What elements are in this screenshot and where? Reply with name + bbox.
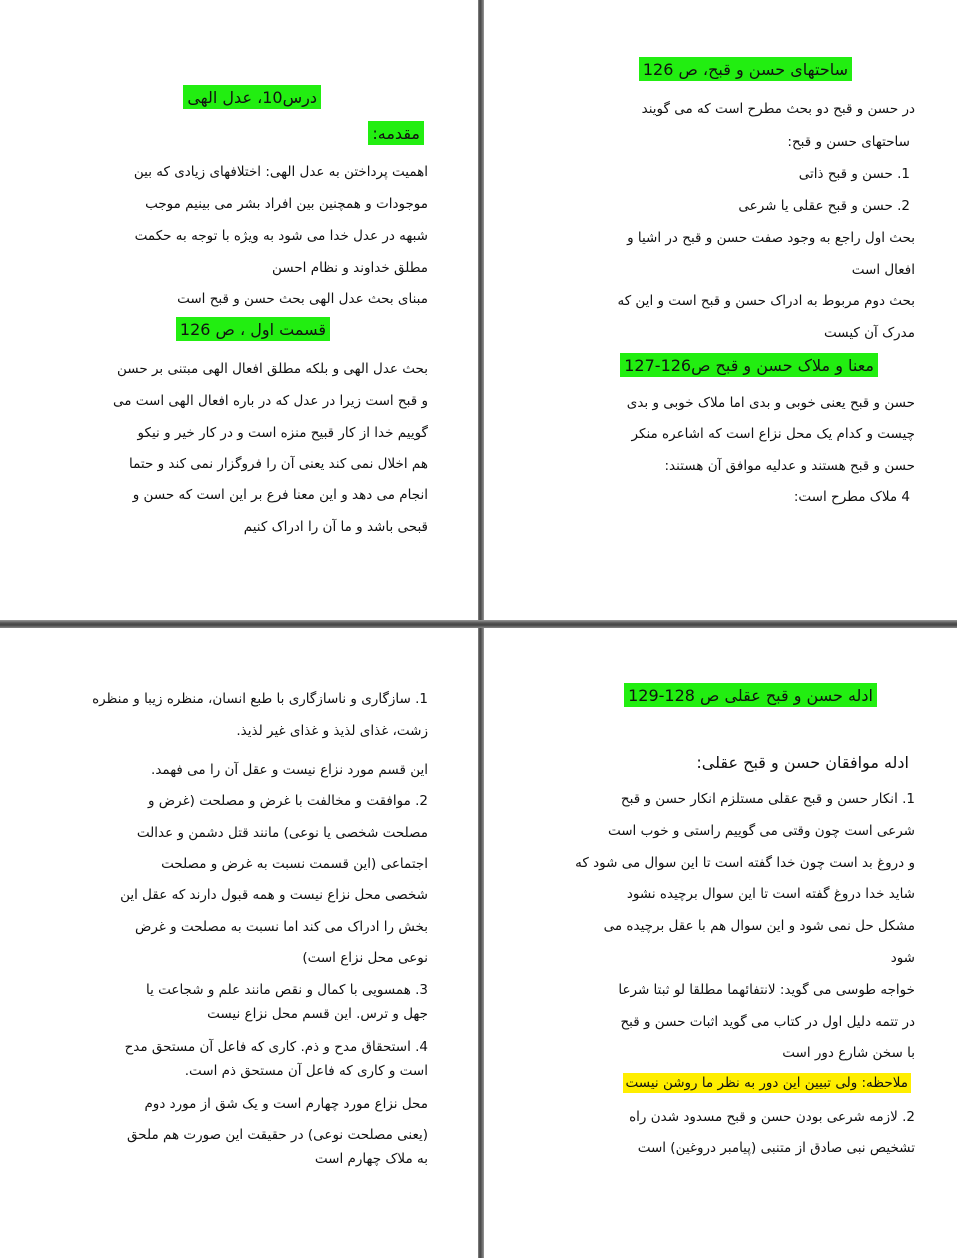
- text-line: چیست و کدام یک محل نزاع است که اشاعره منکر: [631, 426, 915, 442]
- text-line: شود: [890, 950, 915, 966]
- text-line: به ملاک چهارم است: [314, 1151, 428, 1167]
- text-line: اهمیت پرداختن به عدل الهی: اختلافهای زیادی که بین: [133, 164, 428, 180]
- text-line: مبنای بحث عدل الهی بحث حسن و قبح است: [177, 291, 428, 307]
- text-line: تشخیص نبی صادق از متنبی (پیامبر دروغین) است: [637, 1140, 915, 1156]
- section-heading: ادله حسن و قبح عقلی ص 128-129: [624, 683, 877, 707]
- text-line: مصلحت شخصی یا نوعی) مانند قتل دشمن و عدالت: [136, 825, 428, 841]
- page-bottom-right: [490, 630, 915, 1256]
- text-line: 1. سازگاری و ناسازگاری با طبع انسان، منظره زیبا و منظره: [92, 691, 428, 707]
- section-subheading: مقدمه:: [368, 121, 424, 145]
- text-line: خواجه طوسی می گوید: لانتفائهما مطلقا لو ثبتا شرعا: [618, 982, 915, 998]
- text-line: حسن و قبح هستند و عدلیه موافق آن هستند:: [664, 458, 915, 474]
- text-line: 4 ملاک مطرح است:: [793, 489, 910, 505]
- text-line: 2. لازمه شرعی بودن حسن و قبح مسدود شدن راه: [629, 1109, 915, 1125]
- text-line: بخش را ادراک می کند اما نسبت به مصلحت و غرض: [135, 919, 428, 935]
- text-line: مدرک آن کیست: [824, 325, 915, 341]
- text-line: بحث دوم مربوط به ادراک حسن و قبح است و این که: [617, 293, 915, 309]
- text-line: 3. همسویی با کمال و نقص مانند علم و شجاعت یا: [145, 982, 428, 998]
- text-line: و قبح است زیرا در عدل که در باره افعال الهی است می: [113, 393, 428, 409]
- text-line: جهل و ترس. این قسم محل نزاع نیست: [207, 1006, 428, 1022]
- section-heading: ساحتهای حسن و قبح، ص 126: [639, 57, 852, 81]
- text-line: با سخن شارع دور است: [782, 1045, 915, 1061]
- text-line: (یعنی مصلحت نوعی) در حقیقت این صورت هم ملحق: [127, 1127, 428, 1143]
- text-line: اجتماعی (این قسمت نسبت به غرض و مصلحت: [161, 856, 428, 872]
- highlighted-note: ملاحظه: ولی تبیین این دور به نظر ما روشن نیست: [623, 1073, 911, 1093]
- text-line: قبحی باشد و ما آن را ادراک کنیم: [243, 519, 428, 535]
- page-top-right: [490, 0, 915, 618]
- text-line: شخصی محل نزاع نیست و همه قبول دارند که عقل این: [120, 887, 428, 903]
- text-line: در حسن و قبح دو بحث مطرح است که می گویند: [641, 101, 915, 117]
- lesson-title: درس10، عدل الهی: [183, 85, 321, 109]
- text-line: شرعی است چون وقتی می گوییم راستی و خوب است: [607, 823, 915, 839]
- text-line: 1. حسن و قبح ذاتی: [798, 166, 910, 182]
- vertical-page-divider: [478, 0, 484, 1258]
- text-line: مشکل حل نمی شود و این سوال هم با عقل برچیده می: [603, 918, 915, 934]
- text-line: 4. استحقاق مدح و ذم. کاری که فاعل آن مستحق مدح: [124, 1039, 428, 1055]
- section-subheading: ادله موافقان حسن و قبح عقلی:: [696, 753, 909, 772]
- text-line: 1. انکار حسن و قبح عقلی مستلزم انکار حسن و قبح: [620, 791, 915, 807]
- horizontal-page-divider: [0, 620, 957, 628]
- text-line: این قسم مورد نزاع نیست و عقل آن را می فهمد.: [151, 762, 428, 778]
- text-line: مطلق خداوند و نظام احسن: [272, 260, 428, 276]
- text-line: در تتمه دلیل اول در کتاب می گوید اثبات حسن و قبح: [620, 1014, 915, 1030]
- text-line: بحث اول راجع به وجود صفت حسن و قبح در اشیا و: [627, 230, 915, 246]
- text-line: است و کاری که فاعل آن مستحق ذم است.: [184, 1063, 428, 1079]
- text-line: زشت، غذای لذیذ و غذای غیر لذیذ.: [236, 723, 428, 739]
- text-line: حسن و قبح یعنی خوبی و بدی اما ملاک خوبی و بدی: [626, 395, 915, 411]
- text-line: موجودات و همچنین بین افراد بشر می بینیم موجب: [145, 196, 428, 212]
- text-line: انجام می دهد و این معنا فرع بر این است که حسن و: [132, 487, 428, 503]
- text-line: محل نزاع مورد چهارم است و یک شق از مورد دوم: [144, 1096, 428, 1112]
- section-heading: معنا و ملاک حسن و قبح ص126-127: [620, 353, 878, 377]
- text-line: و دروغ بد است چون خدا گفته است تا این سوال می شود که: [575, 855, 915, 871]
- text-line: شاید خدا دروغ گفته است تا این سوال برچیده نشود: [626, 886, 915, 902]
- text-line: بحث عدل الهی و بلکه مطلق افعال الهی مبتنی بر حسن: [117, 361, 428, 377]
- page-top-left: [0, 0, 428, 618]
- text-line: نوعی محل نزاع است): [302, 950, 428, 966]
- text-line: 2. موافقت و مخالفت با غرض و مصلحت (غرض و: [148, 793, 428, 809]
- text-line: شبهه در عدل خدا می شود به ویژه با توجه به حکمت: [134, 228, 428, 244]
- text-line: افعال است: [851, 262, 915, 278]
- text-line: 2. حسن و قبح عقلی یا شرعی: [738, 198, 910, 214]
- section-heading: قسمت اول ، ص 126: [176, 317, 330, 341]
- text-line: گوییم خدا از کار قبیح منزه است و در کار خیر و نیکو: [137, 425, 428, 441]
- text-line: هم اخلال نمی کند یعنی آن را فروگزار نمی کند و حتما: [128, 456, 428, 472]
- page-bottom-left: [0, 630, 428, 1256]
- text-line: ساحتهای حسن و قبح:: [787, 134, 910, 150]
